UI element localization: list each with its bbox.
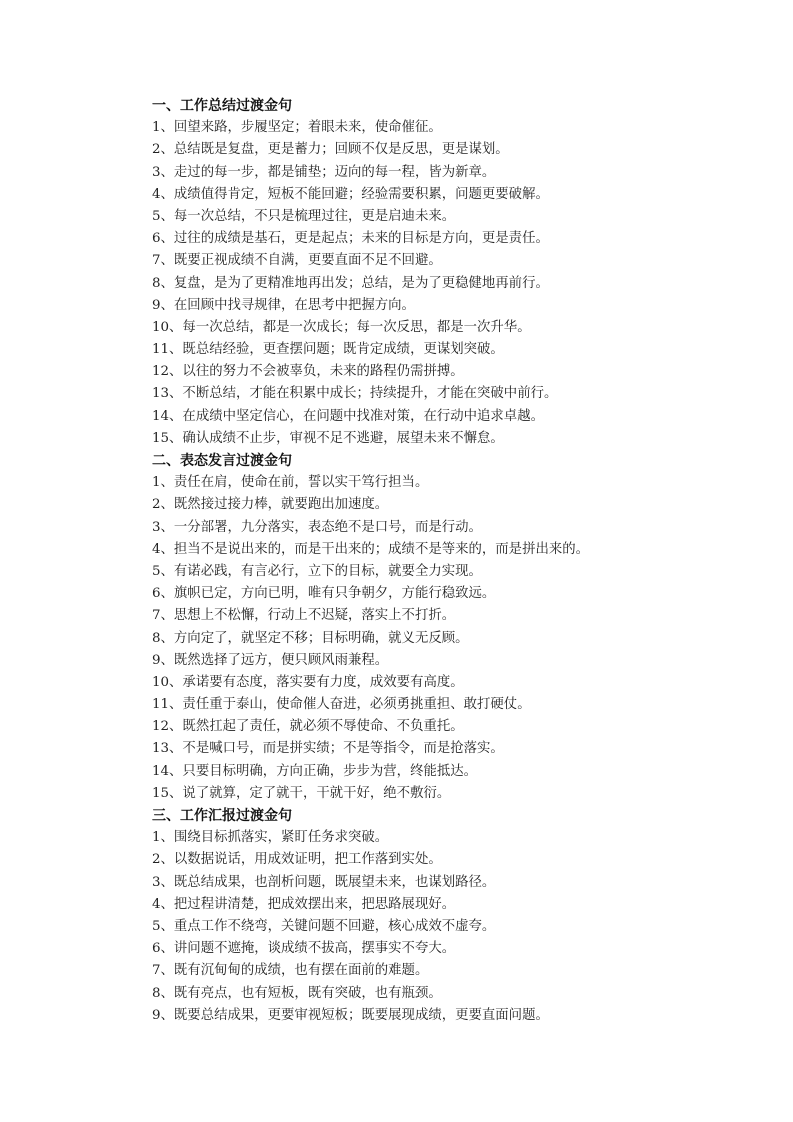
- section-work-report: [152, 805, 772, 1027]
- section-statement-speech: [152, 450, 772, 805]
- section-heading: 一、工作总结过渡金句: [152, 98, 292, 114]
- list-item: 2、既然接过接力棒，就要跑出加速度。: [152, 497, 389, 513]
- list-item: 3、既总结成果，也剖析问题，既展望未来，也谋划路径。: [152, 874, 496, 890]
- list-item: 14、在成绩中坚定信心，在问题中找准对策，在行动中追求卓越。: [152, 408, 544, 424]
- list-item: 2、以数据说话，用成效证明，把工作落到实处。: [152, 852, 442, 868]
- list-item: 15、确认成绩不止步，审视不足不逃避，展望未来不懈怠。: [152, 430, 504, 446]
- list-item: 6、讲问题不遮掩，谈成绩不拔高，摆事实不夸大。: [152, 941, 456, 957]
- list-item: 3、一分部署，九分落实，表态绝不是口号，而是行动。: [152, 519, 482, 535]
- list-item: 4、担当不是说出来的，而是干出来的；成绩不是等来的，而是拼出来的。: [152, 541, 590, 557]
- list-item: 9、在回顾中找寻规律，在思考中把握方向。: [152, 297, 415, 313]
- list-item: 10、承诺要有态度，落实要有力度，成效要有高度。: [152, 674, 464, 690]
- list-item: 11、既总结经验，更查摆问题；既肯定成绩，更谋划突破。: [152, 342, 504, 358]
- list-item: 7、既有沉甸甸的成绩，也有摆在面前的难题。: [152, 963, 429, 979]
- list-item: 1、责任在肩，使命在前，誓以实干笃行担当。: [152, 475, 429, 491]
- list-item: 5、每一次总结，不只是梳理过往，更是启迪未来。: [152, 208, 456, 224]
- list-item: 8、既有亮点，也有短板，既有突破，也有瓶颈。: [152, 985, 442, 1001]
- section-heading: 二、表态发言过渡金句: [152, 453, 292, 469]
- list-item: 12、既然扛起了责任，就必须不辱使命、不负重托。: [152, 719, 464, 735]
- list-item: 13、不是喊口号，而是拼实绩；不是等指令，而是抢落实。: [152, 741, 504, 757]
- list-item: 9、既要总结成果，更要审视短板；既要展现成绩，更要直面问题。: [152, 1007, 549, 1023]
- list-item: 11、责任重于泰山，使命催人奋进，必须勇挑重担、敢打硬仗。: [152, 697, 531, 713]
- list-item: 15、说了就算，定了就干，干就干好，绝不敷衍。: [152, 785, 451, 801]
- list-item: 13、不断总结，才能在积累中成长；持续提升，才能在突破中前行。: [152, 386, 558, 402]
- section-heading: 三、工作汇报过渡金句: [152, 808, 292, 824]
- list-item: 7、思想上不松懈，行动上不迟疑，落实上不打折。: [152, 608, 456, 624]
- list-item: 6、旗帜已定，方向已明，唯有只争朝夕，方能行稳致远。: [152, 586, 496, 602]
- list-item: 6、过往的成绩是基石，更是起点；未来的目标是方向，更是责任。: [152, 231, 549, 247]
- list-item: 10、每一次总结，都是一次成长；每一次反思，都是一次升华。: [152, 319, 531, 335]
- list-item: 2、总结既是复盘，更是蓄力；回顾不仅是反思，更是谋划。: [152, 142, 509, 158]
- list-item: 5、有诺必践，有言必行，立下的目标，就要全力实现。: [152, 563, 482, 579]
- list-item: 1、围绕目标抓落实，紧盯任务求突破。: [152, 830, 389, 846]
- list-item: 8、方向定了，就坚定不移；目标明确，就义无反顾。: [152, 630, 469, 646]
- section-work-summary: [152, 95, 772, 450]
- list-item: 4、把过程讲清楚，把成效摆出来，把思路展现好。: [152, 896, 456, 912]
- list-item: 5、重点工作不绕弯，关键问题不回避，核心成效不虚夸。: [152, 918, 496, 934]
- list-item: 14、只要目标明确，方向正确，步步为营，终能抵达。: [152, 763, 478, 779]
- list-item: 3、走过的每一步，都是铺垫；迈向的每一程，皆为新章。: [152, 164, 496, 180]
- list-item: 12、以往的努力不会被辜负，未来的路程仍需拼搏。: [152, 364, 464, 380]
- list-item: 4、成绩值得肯定，短板不能回避；经验需要积累，问题更要破解。: [152, 186, 549, 202]
- list-item: 7、既要正视成绩不自满，更要直面不足不回避。: [152, 253, 442, 269]
- list-item: 8、复盘，是为了更精准地再出发；总结，是为了更稳健地再前行。: [152, 275, 549, 291]
- list-item: 1、回望来路，步履坚定；着眼未来，使命催征。: [152, 120, 442, 136]
- document-page: [152, 95, 772, 1027]
- list-item: 9、既然选择了远方，便只顾风雨兼程。: [152, 652, 389, 668]
